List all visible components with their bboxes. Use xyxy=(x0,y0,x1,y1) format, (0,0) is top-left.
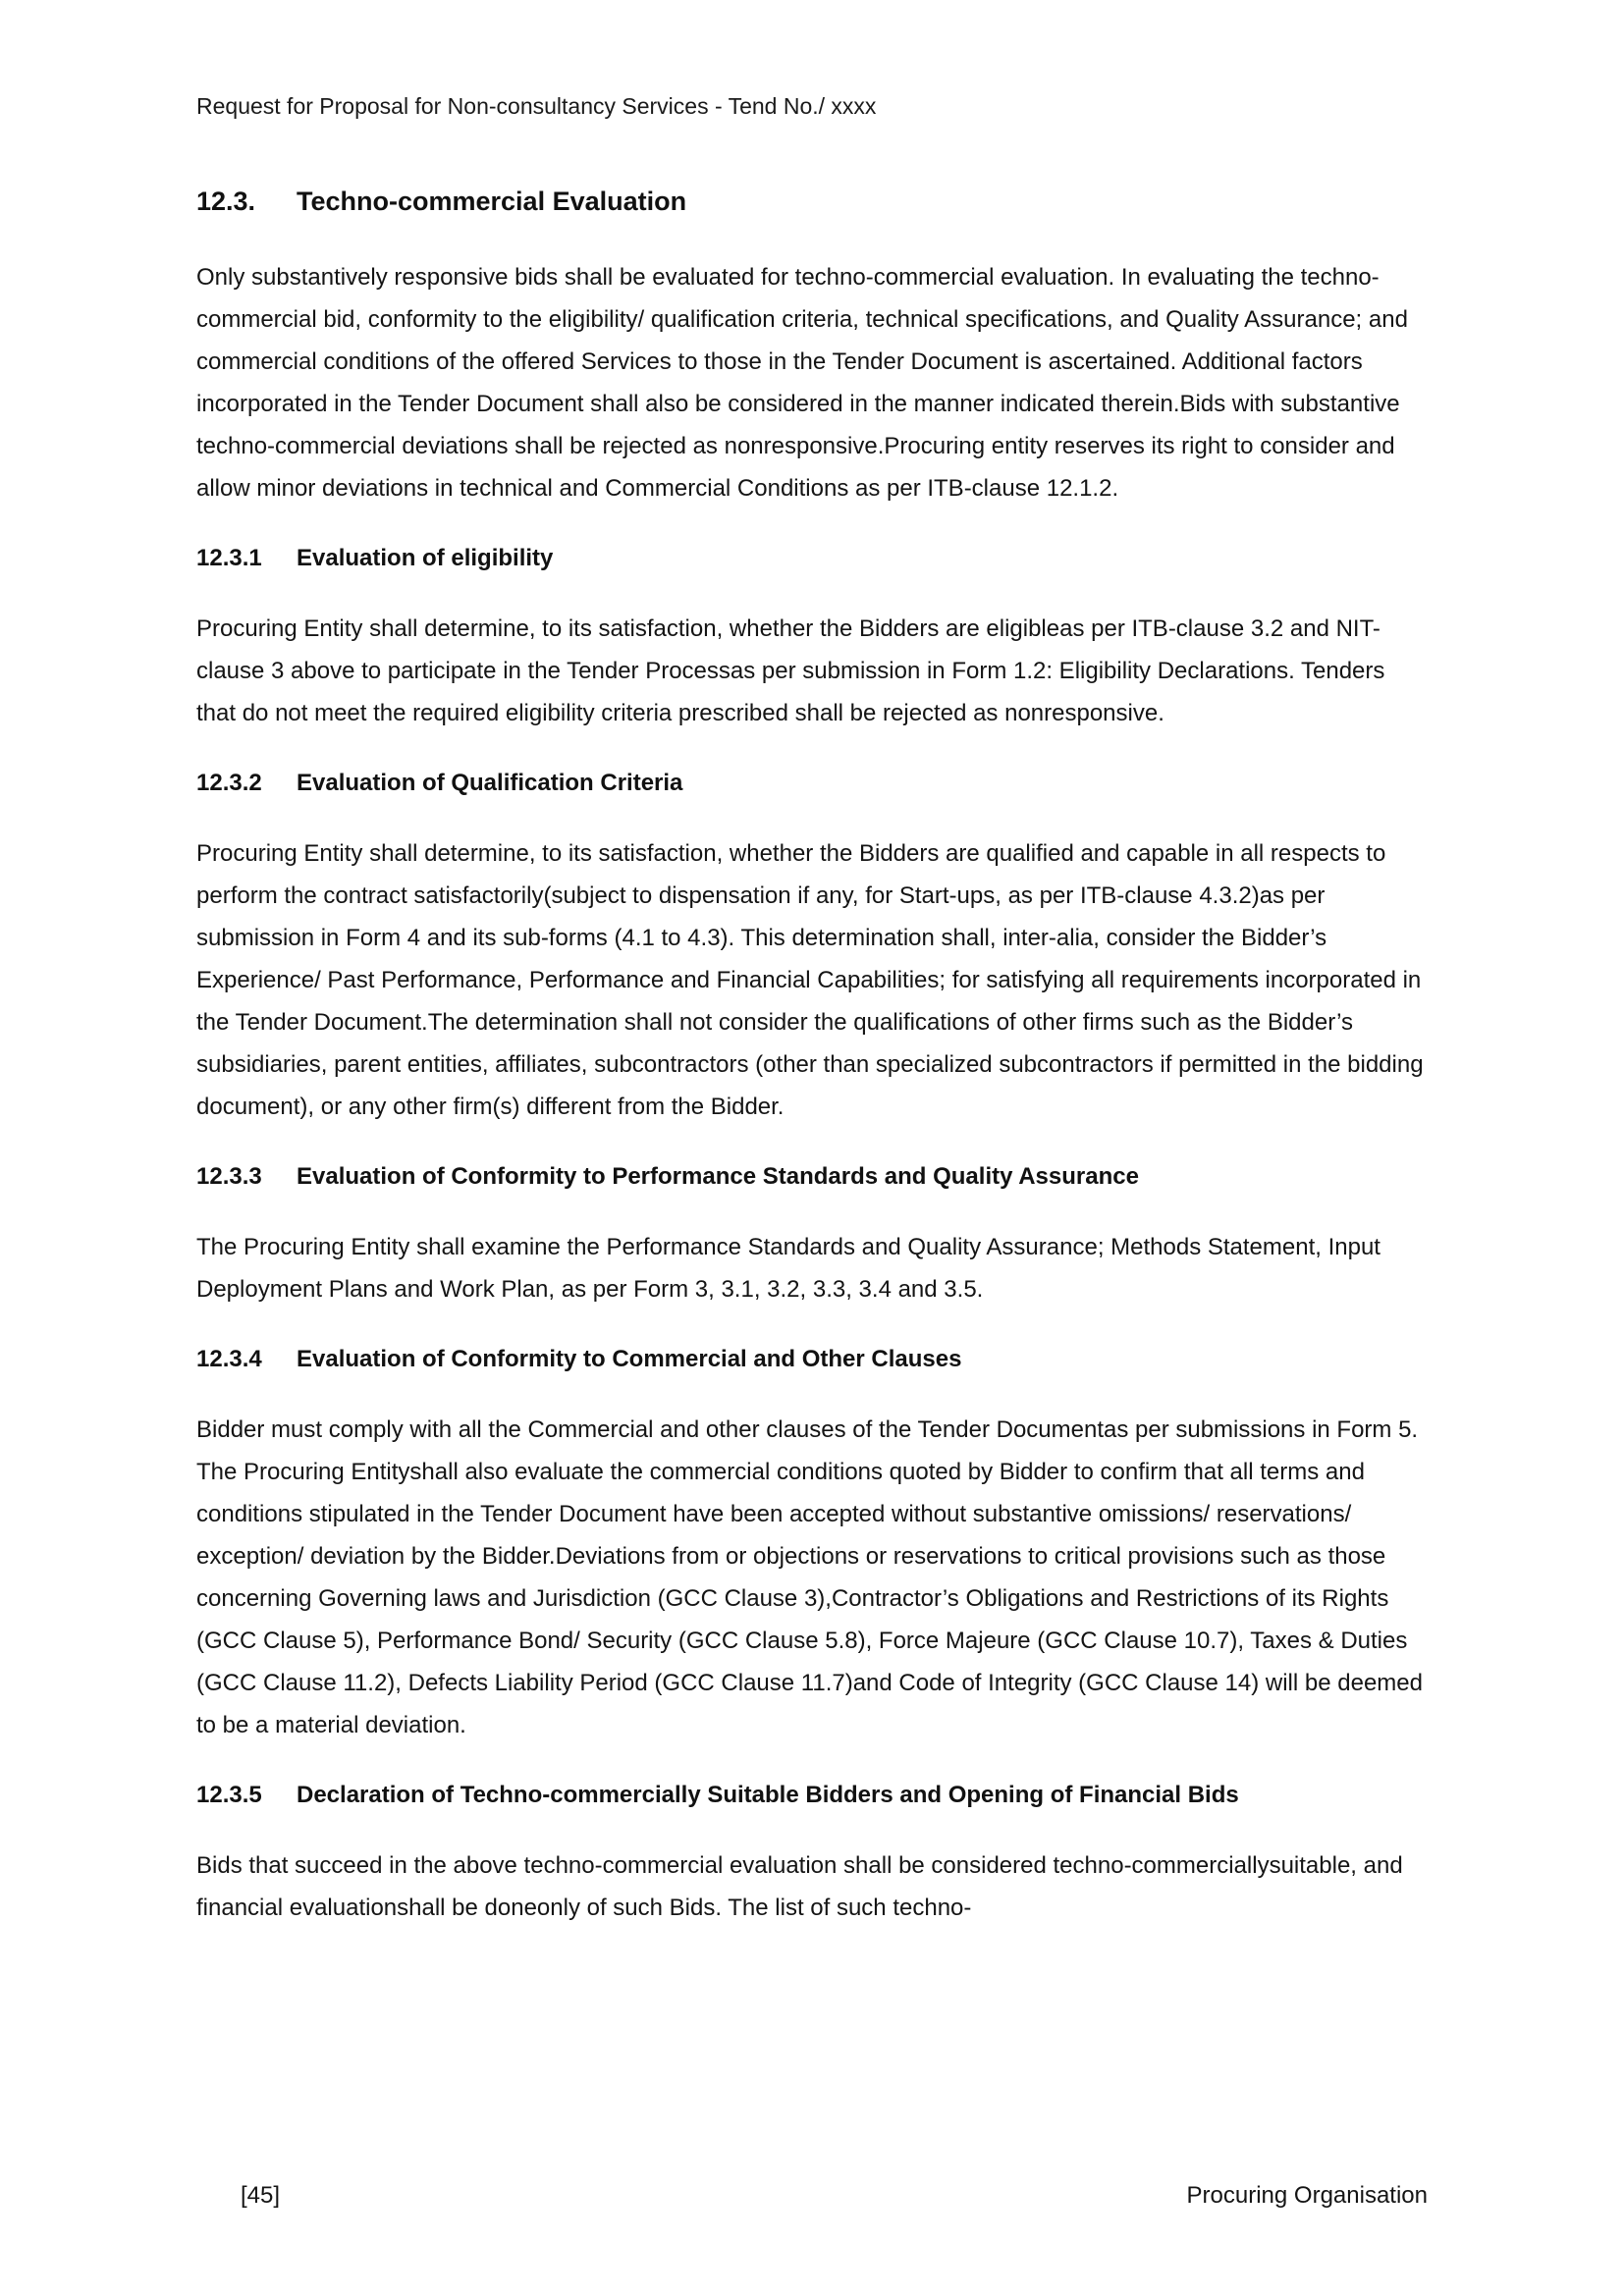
page-header xyxy=(196,93,1428,120)
section-heading-12-3-4 xyxy=(196,1346,1428,1373)
header-title: Request for Proposal for Non-consultancy Services - Tend No./ xxxx xyxy=(196,93,877,119)
section-paragraph: Procuring Entity shall determine, to its satisfaction, whether the Bidders are qualified and capable in all respects to perform the contract satisfactorily(subject to dispensation if any, for Start-ups, as per ITB-clause 4.3.2)as per submission in Form 4 and its sub-forms (4.1 to 4.3). This determination shall, inter-alia, consider the Bidder’s Experience/ Past Performance, Performance and Financial Capabilities; for satisfying all requirements incorporated in the Tender Document.The determination shall not consider the qualifications of other firms such as the Bidder’s subsidiaries, parent entities, affiliates, subcontractors (other than specialized subcontractors if permitted in the bidding document), or any other firm(s) different from the Bidder. xyxy=(196,840,1424,1120)
page-number: [45] xyxy=(241,2182,281,2209)
page-footer xyxy=(196,2182,1428,2210)
section-title: Evaluation of Conformity to Commercial and Other Clauses xyxy=(297,1346,962,1372)
section-heading-12-3-5 xyxy=(196,1782,1428,1809)
footer-organisation: Procuring Organisation xyxy=(1186,2182,1428,2209)
section-heading-12-3 xyxy=(196,187,1428,217)
section-paragraph: Bids that succeed in the above techno-commercial evaluation shall be considered techno-commerciallysuitable, and financial evaluationshall be doneonly of such Bids. The list of such techno- xyxy=(196,1852,1403,1921)
section-heading-12-3-2 xyxy=(196,770,1428,797)
section-paragraph: Only substantively responsive bids shall be evaluated for techno-commercial evaluation. In evaluating the techno-commercial bid, conformity to the eligibility/ qualification criteria, technical specifications, and Quality Assurance; and commercial conditions of the offered Services to those in the Tender Document is ascertained. Additional factors incorporated in the Tender Document shall also be considered in the manner indicated therein.Bids with substantive techno-commercial deviations shall be rejected as nonresponsive.Procuring entity reserves its right to consider and allow minor deviations in technical and Commercial Conditions as per ITB-clause 12.1.2. xyxy=(196,264,1408,502)
section-heading-12-3-3 xyxy=(196,1163,1428,1191)
section-paragraph: The Procuring Entity shall examine the Performance Standards and Quality Assurance; Methods Statement, Input Deployment Plans and Work Plan, as per Form 3, 3.1, 3.2, 3.3, 3.4 and 3.5. xyxy=(196,1234,1380,1303)
section-title: Techno-commercial Evaluation xyxy=(297,187,687,216)
section-number: 12.3.5 xyxy=(196,1782,262,1808)
section-number: 12.3.2 xyxy=(196,770,262,796)
section-paragraph: Bidder must comply with all the Commercial and other clauses of the Tender Documentas per submissions in Form 5. The Procuring Entityshall also evaluate the commercial conditions quoted by Bidder to confirm that all terms and conditions stipulated in the Tender Document have been accepted without substantive omissions/ reservations/ exception/ deviation by the Bidder.Deviations from or objections or reservations to critical provisions such as those concerning Governing laws and Jurisdiction (GCC Clause 3),Contractor’s Obligations and Restrictions of its Rights (GCC Clause 5), Performance Bond/ Security (GCC Clause 5.8), Force Majeure (GCC Clause 10.7), Taxes & Duties (GCC Clause 11.2), Defects Liability Period (GCC Clause 11.7)and Code of Integrity (GCC Clause 14) will be deemed to be a material deviation. xyxy=(196,1416,1423,1738)
section-heading-12-3-1 xyxy=(196,545,1428,572)
section-title: Declaration of Techno-commercially Suitable Bidders and Opening of Financial Bids xyxy=(297,1782,1239,1808)
section-number: 12.3.3 xyxy=(196,1163,262,1190)
document-content xyxy=(196,187,1428,1929)
section-title: Evaluation of Conformity to Performance Standards and Quality Assurance xyxy=(297,1163,1139,1190)
section-number: 12.3.1 xyxy=(196,545,262,571)
section-title: Evaluation of eligibility xyxy=(297,545,554,571)
section-number: 12.3.4 xyxy=(196,1346,262,1372)
section-number: 12.3. xyxy=(196,187,256,216)
section-paragraph: Procuring Entity shall determine, to its satisfaction, whether the Bidders are eligibleas per ITB-clause 3.2 and NIT-clause 3 above to participate in the Tender Processas per submission in Form 1.2: Eligibility Declarations. Tenders that do not meet the required eligibility criteria prescribed shall be rejected as nonresponsive. xyxy=(196,615,1385,726)
section-title: Evaluation of Qualification Criteria xyxy=(297,770,683,796)
